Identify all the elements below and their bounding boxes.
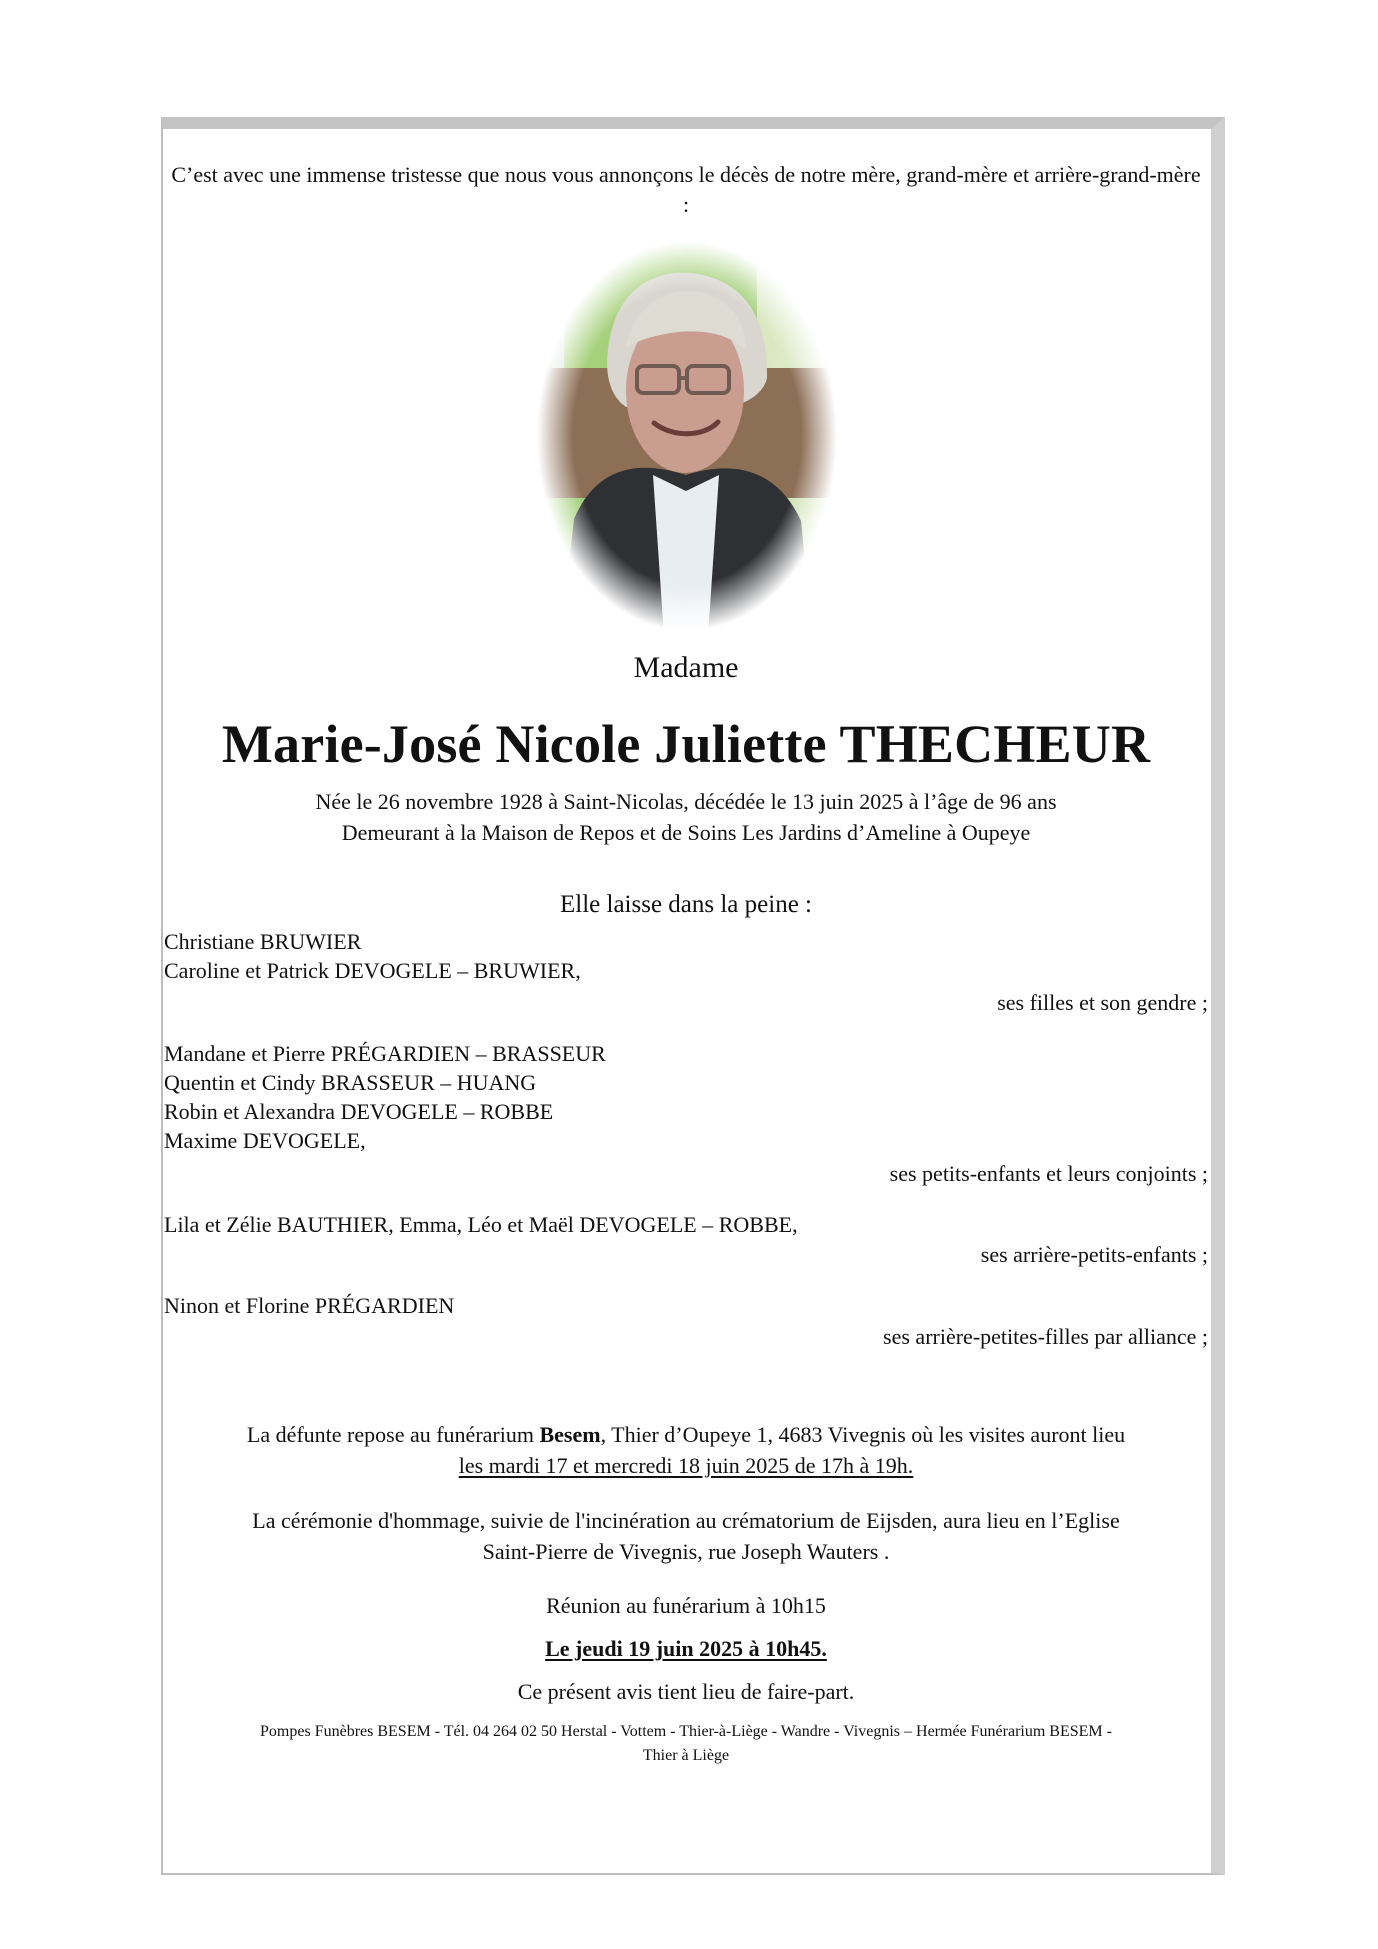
visiting-hours: les mardi 17 et mercredi 18 juin 2025 de 17h à 19h. [458, 1453, 914, 1478]
birth-death-details: Née le 26 novembre 1928 à Saint-Nicolas, décédée le 13 juin 2025 à l’âge de 96 ans [315, 789, 1057, 814]
family-name-line: Ninon et Florine PRÉGARDIEN [164, 1293, 455, 1318]
salutation: Madame [633, 651, 739, 684]
family-name-line: Christiane BRUWIER [164, 929, 362, 954]
footer-line-2: Thier à Liège [642, 1747, 730, 1764]
residence-details: Demeurant à la Maison de Repos et de Soins Les Jardins d’Ameline à Oupeye [341, 820, 1031, 845]
footer-line-1: Pompes Funèbres BESEM - Tél. 04 264 02 50 Herstal - Vottem - Thier-à-Liège - Wandre - Vivegnis – Hermée Funérarium BESEM - [260, 1723, 1112, 1740]
resting-suffix: , Thier d’Oupeye 1, 4683 Vivegnis où les visites auront lieu [600, 1422, 1126, 1447]
resting-prefix: La défunte repose au funérarium [246, 1422, 540, 1447]
deceased-name: Marie-José Nicole Juliette THECHEUR [221, 714, 1151, 774]
ceremony-date: Le jeudi 19 juin 2025 à 10h45. [545, 1636, 827, 1661]
family-relation: ses arrière-petites-filles par alliance ; [883, 1324, 1208, 1349]
notice-note: Ce présent avis tient lieu de faire-part. [517, 1679, 855, 1704]
family-name-line: Maxime DEVOGELE, [164, 1128, 366, 1153]
portrait-photo [532, 236, 842, 636]
funeral-home-name: Besem [539, 1422, 601, 1447]
resting-place-text [170, 1419, 1202, 1450]
portrait-illustration [532, 236, 842, 636]
leaves-intro: Elle laisse dans la peine : [559, 891, 812, 918]
family-name-line: Lila et Zélie BAUTHIER, Emma, Léo et Maël DEVOGELE – ROBBE, [164, 1212, 798, 1237]
family-name-line: Mandane et Pierre PRÉGARDIEN – BRASSEUR [164, 1041, 606, 1066]
family-relation: ses filles et son gendre ; [997, 990, 1208, 1015]
family-name-line: Quentin et Cindy BRASSEUR – HUANG [164, 1070, 537, 1095]
family-relation: ses petits-enfants et leurs conjoints ; [889, 1161, 1208, 1186]
ceremony-location-line-2: Saint-Pierre de Vivegnis, rue Joseph Wauters . [482, 1539, 890, 1564]
meeting-time: Réunion au funérarium à 10h15 [546, 1593, 826, 1618]
ceremony-location-line-1: La cérémonie d'hommage, suivie de l'incinération au crématorium de Eijsden, aura lieu en l’Eglise [252, 1508, 1120, 1533]
intro-text: C’est avec une immense tristesse que nous vous annonçons le décès de notre mère, grand-mère et arrière-grand-mère : [171, 162, 1201, 217]
family-name-line: Robin et Alexandra DEVOGELE – ROBBE [164, 1099, 554, 1124]
family-relation: ses arrière-petits-enfants ; [980, 1242, 1208, 1267]
funeral-home-footer [170, 1720, 1202, 1768]
family-name-line: Caroline et Patrick DEVOGELE – BRUWIER, [164, 958, 581, 983]
